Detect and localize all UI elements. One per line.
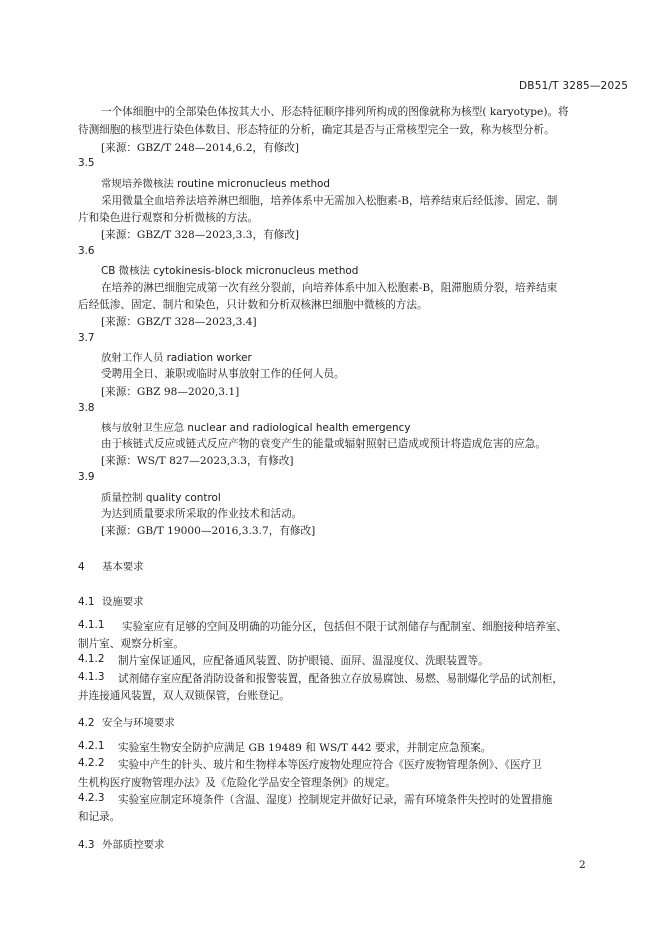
term-title: 质量控制 quality control [101,492,221,504]
term-source: [来源：GBZ 98—2020,3.1] [101,386,240,398]
term-definition-line: 在培养的淋巴细胞完成第一次有丝分裂前，向培养体系中加入松胞素-B，阻滞胞质分裂，培养结束 [101,282,558,294]
term-source: [来源：WS/T 827—2023,3.3，有修改] [101,455,294,467]
term-definition-line: 采用微量全血培养法培养淋巴细胞，培养体系中无需加入松胞素-B，培养结束后经低渗、固定、制 [101,195,558,207]
section-heading [78,836,164,851]
term-number: 3.8 [78,402,95,414]
clause-number: 4.2.1 [78,740,105,752]
term-definition-line: 片和染色进行观察和分析微核的方法。 [78,212,259,224]
intro-source: [来源：GBZ/T 248—2014,6.2，有修改] [101,142,300,154]
document-code: DB51/T 3285—2025 [519,80,629,92]
clause-line: 实验中产生的针头、玻片和生物样本等医疗废物处理应符合《医疗废物管理条例》、《医疗卫 [118,759,542,771]
term-title: 核与放射卫生应急 nuclear and radiological health emergency [101,422,411,434]
clause-line: 制片室、观察分析室。 [78,638,184,650]
section-title: 外部质控要求 [102,839,165,851]
term-source: [来源：GBZ/T 328—2023,3.3，有修改] [101,229,300,241]
section-number: 4.3 [78,839,95,851]
clause-line: 实验室应制定环境条件（含温、湿度）控制规定并做好记录，需有环境条件失控时的处置措施 [118,794,553,806]
term-definition-line: 后经低渗、固定、制片和染色，只计数和分析双核淋巴细胞中微核的方法。 [78,299,428,311]
clause-number: 4.2.2 [78,757,105,769]
clause-line: 和记录。 [78,811,121,823]
clause-line: 生机构医疗废物管理办法》及《危险化学品安全管理条例》的规定。 [78,777,396,789]
term-source: [来源：GBZ/T 328—2023,3.4] [101,316,257,328]
clause-number: 4.1.2 [78,653,105,665]
section-heading [78,714,175,729]
chapter-number: 4 [78,561,85,573]
term-title: 常规培养微核法 routine micronucleus method [101,178,330,190]
term-number: 3.6 [78,245,95,257]
section-title: 安全与环境要求 [102,717,175,729]
term-definition-line: 为达到质量要求所采取的作业技术和活动。 [101,508,303,520]
term-title: CB 微核法 cytokinesis-block micronucleus method [101,265,359,277]
page-number: 2 [579,859,586,871]
section-number: 4.2 [78,717,95,729]
intro-line-2: 待测细胞的核型进行染色体数目、形态特征的分析，确定其是否与正常核型完全一致，称为核型分析。 [78,124,555,136]
chapter-title: 基本要求 [102,561,144,573]
clause-line: 实验室生物安全防护应满足 GB 19489 和 WS/T 442 要求，并制定应急预案。 [118,742,492,754]
clause-number: 4.2.3 [78,792,105,804]
clause-number: 4.1.1 [78,619,105,631]
term-definition-line: 受聘用全日、兼职或临时从事放射工作的任何人员。 [101,368,345,380]
term-number: 3.9 [78,471,95,483]
intro-line-1: 一个体细胞中的全部染色体按其大小、形态特征顺序排列所构成的图像就称为核型( karyotype)。将 [101,106,569,118]
chapter-heading [78,558,144,573]
clause-line: 实验室应有足够的空间及明确的功能分区，包括但不限于试剂储存与配制室、细胞接种培养室、 [122,621,567,633]
clause-line: 并连接通风装置，双人双锁保管，台账登记。 [78,690,290,702]
clause-line: 试剂储存室应配备消防设备和报警装置，配备独立存放易腐蚀、易燃、易制爆化学品的试剂柜， [118,673,563,685]
section-number: 4.1 [78,596,95,608]
term-title: 放射工作人员 radiation worker [101,352,252,364]
term-number: 3.7 [78,332,95,344]
clause-line: 制片室保证通风，应配备通风装置、防护眼镜、面屏、温湿度仪、洗眼装置等。 [118,655,489,667]
section-title: 设施要求 [102,596,144,608]
clause-number: 4.1.3 [78,671,105,683]
term-number: 3.5 [78,157,95,169]
section-heading [78,593,144,608]
term-definition-line: 由于核链式反应或链式反应产物的衰变产生的能量或辐射照射已造成或预计将造成危害的应急。 [101,438,546,450]
term-source: [来源：GB/T 19000—2016,3.3.7，有修改] [101,525,316,537]
